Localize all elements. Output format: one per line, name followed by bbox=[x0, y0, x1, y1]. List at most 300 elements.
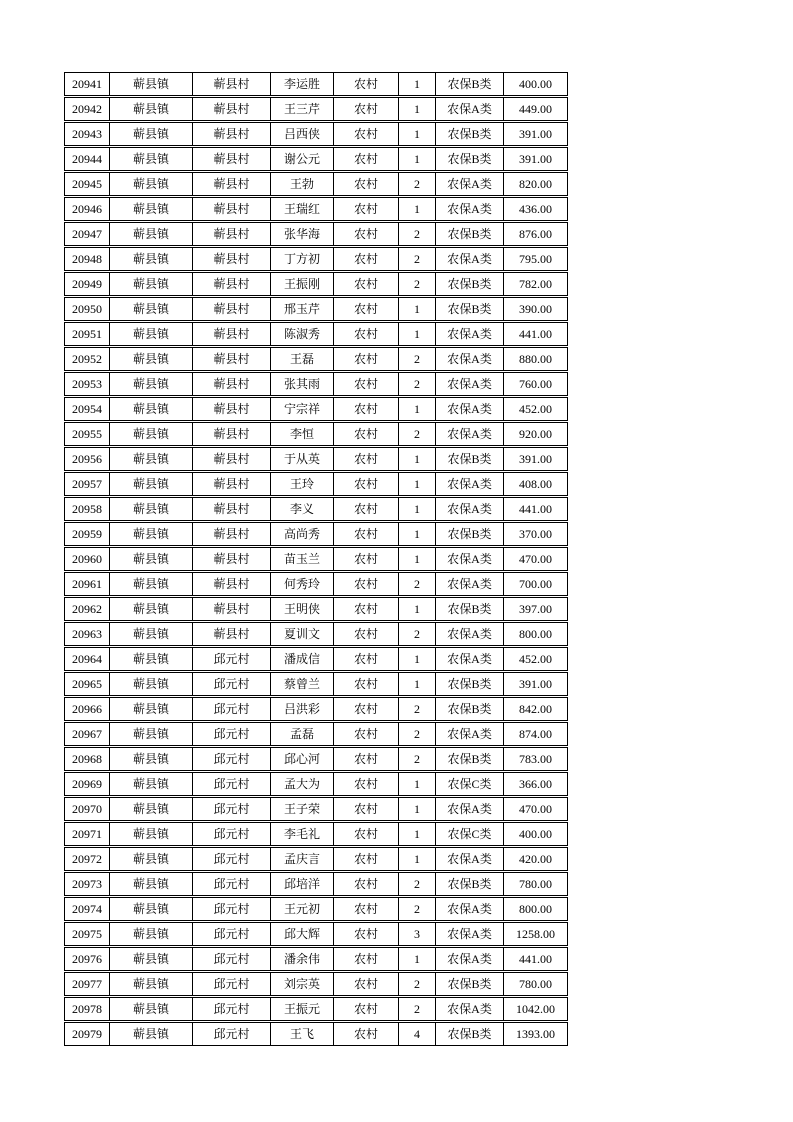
cell-amount: 783.00 bbox=[503, 747, 568, 771]
cell-household-type: 农村 bbox=[333, 297, 398, 321]
cell-household-type: 农村 bbox=[333, 997, 398, 1021]
table-row bbox=[64, 697, 568, 721]
cell-insurance-category: 农保B类 bbox=[435, 272, 503, 296]
cell-insurance-category: 农保B类 bbox=[435, 1022, 503, 1046]
cell-insurance-category: 农保B类 bbox=[435, 672, 503, 696]
cell-insurance-category: 农保B类 bbox=[435, 597, 503, 621]
cell-amount: 390.00 bbox=[503, 297, 568, 321]
table-row bbox=[64, 747, 568, 771]
cell-town: 蕲县镇 bbox=[109, 647, 192, 671]
cell-insurance-category: 农保A类 bbox=[435, 722, 503, 746]
cell-village: 邱元村 bbox=[192, 822, 270, 846]
cell-insurance-category: 农保B类 bbox=[435, 522, 503, 546]
cell-person-count: 2 bbox=[398, 722, 435, 746]
cell-person-name: 高尚秀 bbox=[270, 522, 333, 546]
cell-village: 蕲县村 bbox=[192, 347, 270, 371]
cell-person-name: 潘成信 bbox=[270, 647, 333, 671]
cell-insurance-category: 农保A类 bbox=[435, 172, 503, 196]
table-row bbox=[64, 772, 568, 796]
cell-serial-number: 20977 bbox=[64, 972, 109, 996]
cell-household-type: 农村 bbox=[333, 497, 398, 521]
cell-person-count: 2 bbox=[398, 872, 435, 896]
cell-insurance-category: 农保A类 bbox=[435, 97, 503, 121]
cell-person-count: 2 bbox=[398, 347, 435, 371]
cell-village: 蕲县村 bbox=[192, 72, 270, 96]
table-row bbox=[64, 722, 568, 746]
cell-serial-number: 20950 bbox=[64, 297, 109, 321]
cell-person-count: 1 bbox=[398, 522, 435, 546]
table-row bbox=[64, 297, 568, 321]
cell-town: 蕲县镇 bbox=[109, 397, 192, 421]
cell-serial-number: 20961 bbox=[64, 572, 109, 596]
cell-village: 蕲县村 bbox=[192, 247, 270, 271]
cell-town: 蕲县镇 bbox=[109, 622, 192, 646]
cell-serial-number: 20962 bbox=[64, 597, 109, 621]
cell-household-type: 农村 bbox=[333, 697, 398, 721]
table-row bbox=[64, 197, 568, 221]
cell-amount: 441.00 bbox=[503, 497, 568, 521]
cell-village: 邱元村 bbox=[192, 872, 270, 896]
cell-person-name: 邱大辉 bbox=[270, 922, 333, 946]
cell-person-name: 吕西侠 bbox=[270, 122, 333, 146]
cell-town: 蕲县镇 bbox=[109, 297, 192, 321]
cell-amount: 397.00 bbox=[503, 597, 568, 621]
cell-person-name: 张华海 bbox=[270, 222, 333, 246]
cell-household-type: 农村 bbox=[333, 897, 398, 921]
table-row bbox=[64, 522, 568, 546]
cell-town: 蕲县镇 bbox=[109, 547, 192, 571]
cell-person-name: 王玲 bbox=[270, 472, 333, 496]
cell-person-name: 王振元 bbox=[270, 997, 333, 1021]
table-row bbox=[64, 922, 568, 946]
table-row bbox=[64, 847, 568, 871]
cell-amount: 842.00 bbox=[503, 697, 568, 721]
cell-amount: 700.00 bbox=[503, 572, 568, 596]
cell-town: 蕲县镇 bbox=[109, 97, 192, 121]
cell-person-count: 1 bbox=[398, 147, 435, 171]
cell-amount: 1393.00 bbox=[503, 1022, 568, 1046]
cell-town: 蕲县镇 bbox=[109, 222, 192, 246]
cell-insurance-category: 农保A类 bbox=[435, 197, 503, 221]
cell-town: 蕲县镇 bbox=[109, 197, 192, 221]
cell-serial-number: 20959 bbox=[64, 522, 109, 546]
cell-serial-number: 20969 bbox=[64, 772, 109, 796]
cell-household-type: 农村 bbox=[333, 972, 398, 996]
cell-village: 蕲县村 bbox=[192, 597, 270, 621]
cell-amount: 391.00 bbox=[503, 122, 568, 146]
cell-serial-number: 20975 bbox=[64, 922, 109, 946]
cell-amount: 436.00 bbox=[503, 197, 568, 221]
table-row bbox=[64, 647, 568, 671]
cell-town: 蕲县镇 bbox=[109, 722, 192, 746]
cell-village: 蕲县村 bbox=[192, 472, 270, 496]
cell-amount: 408.00 bbox=[503, 472, 568, 496]
cell-household-type: 农村 bbox=[333, 572, 398, 596]
cell-amount: 391.00 bbox=[503, 447, 568, 471]
cell-village: 邱元村 bbox=[192, 972, 270, 996]
table-row bbox=[64, 472, 568, 496]
cell-village: 邱元村 bbox=[192, 722, 270, 746]
cell-person-count: 3 bbox=[398, 922, 435, 946]
cell-person-name: 何秀玲 bbox=[270, 572, 333, 596]
cell-person-name: 孟大为 bbox=[270, 772, 333, 796]
cell-village: 邱元村 bbox=[192, 922, 270, 946]
cell-person-name: 吕洪彩 bbox=[270, 697, 333, 721]
cell-household-type: 农村 bbox=[333, 322, 398, 346]
cell-village: 蕲县村 bbox=[192, 622, 270, 646]
cell-village: 邱元村 bbox=[192, 672, 270, 696]
cell-serial-number: 20946 bbox=[64, 197, 109, 221]
cell-amount: 400.00 bbox=[503, 72, 568, 96]
cell-person-name: 丁方初 bbox=[270, 247, 333, 271]
cell-person-count: 1 bbox=[398, 297, 435, 321]
cell-town: 蕲县镇 bbox=[109, 822, 192, 846]
cell-person-count: 2 bbox=[398, 747, 435, 771]
cell-person-name: 蔡曾兰 bbox=[270, 672, 333, 696]
cell-town: 蕲县镇 bbox=[109, 422, 192, 446]
table-row bbox=[64, 1022, 568, 1046]
cell-insurance-category: 农保B类 bbox=[435, 72, 503, 96]
cell-person-count: 1 bbox=[398, 97, 435, 121]
cell-serial-number: 20976 bbox=[64, 947, 109, 971]
cell-household-type: 农村 bbox=[333, 747, 398, 771]
cell-person-name: 邢玉芹 bbox=[270, 297, 333, 321]
table-row bbox=[64, 72, 568, 96]
cell-village: 蕲县村 bbox=[192, 197, 270, 221]
cell-village: 蕲县村 bbox=[192, 547, 270, 571]
cell-amount: 760.00 bbox=[503, 372, 568, 396]
cell-person-count: 1 bbox=[398, 672, 435, 696]
cell-person-count: 2 bbox=[398, 972, 435, 996]
cell-town: 蕲县镇 bbox=[109, 997, 192, 1021]
cell-insurance-category: 农保B类 bbox=[435, 972, 503, 996]
cell-person-name: 邱心河 bbox=[270, 747, 333, 771]
cell-person-count: 2 bbox=[398, 697, 435, 721]
cell-amount: 1042.00 bbox=[503, 997, 568, 1021]
cell-village: 邱元村 bbox=[192, 997, 270, 1021]
cell-amount: 449.00 bbox=[503, 97, 568, 121]
cell-serial-number: 20960 bbox=[64, 547, 109, 571]
cell-town: 蕲县镇 bbox=[109, 597, 192, 621]
table-row bbox=[64, 547, 568, 571]
cell-village: 蕲县村 bbox=[192, 322, 270, 346]
cell-serial-number: 20971 bbox=[64, 822, 109, 846]
table-row bbox=[64, 172, 568, 196]
cell-town: 蕲县镇 bbox=[109, 747, 192, 771]
cell-amount: 874.00 bbox=[503, 722, 568, 746]
cell-amount: 920.00 bbox=[503, 422, 568, 446]
cell-amount: 452.00 bbox=[503, 397, 568, 421]
table-row bbox=[64, 872, 568, 896]
table-row bbox=[64, 797, 568, 821]
cell-insurance-category: 农保B类 bbox=[435, 872, 503, 896]
table-row bbox=[64, 997, 568, 1021]
table-row bbox=[64, 322, 568, 346]
cell-village: 蕲县村 bbox=[192, 522, 270, 546]
cell-village: 蕲县村 bbox=[192, 447, 270, 471]
table-row bbox=[64, 622, 568, 646]
cell-village: 蕲县村 bbox=[192, 272, 270, 296]
cell-person-count: 2 bbox=[398, 272, 435, 296]
cell-serial-number: 20958 bbox=[64, 497, 109, 521]
cell-person-count: 2 bbox=[398, 372, 435, 396]
cell-person-name: 苗玉兰 bbox=[270, 547, 333, 571]
cell-insurance-category: 农保B类 bbox=[435, 222, 503, 246]
cell-town: 蕲县镇 bbox=[109, 122, 192, 146]
cell-amount: 391.00 bbox=[503, 147, 568, 171]
cell-village: 蕲县村 bbox=[192, 297, 270, 321]
cell-town: 蕲县镇 bbox=[109, 272, 192, 296]
table-row bbox=[64, 397, 568, 421]
cell-person-name: 李恒 bbox=[270, 422, 333, 446]
cell-insurance-category: 农保A类 bbox=[435, 547, 503, 571]
cell-household-type: 农村 bbox=[333, 122, 398, 146]
cell-town: 蕲县镇 bbox=[109, 697, 192, 721]
cell-person-name: 李运胜 bbox=[270, 72, 333, 96]
cell-amount: 391.00 bbox=[503, 672, 568, 696]
cell-household-type: 农村 bbox=[333, 222, 398, 246]
cell-person-name: 于从英 bbox=[270, 447, 333, 471]
cell-person-name: 王三芹 bbox=[270, 97, 333, 121]
cell-person-count: 2 bbox=[398, 172, 435, 196]
cell-household-type: 农村 bbox=[333, 97, 398, 121]
table-row bbox=[64, 597, 568, 621]
cell-town: 蕲县镇 bbox=[109, 897, 192, 921]
cell-person-count: 1 bbox=[398, 72, 435, 96]
cell-village: 蕲县村 bbox=[192, 397, 270, 421]
cell-town: 蕲县镇 bbox=[109, 972, 192, 996]
cell-amount: 880.00 bbox=[503, 347, 568, 371]
cell-person-count: 2 bbox=[398, 997, 435, 1021]
cell-village: 蕲县村 bbox=[192, 497, 270, 521]
cell-town: 蕲县镇 bbox=[109, 797, 192, 821]
cell-serial-number: 20968 bbox=[64, 747, 109, 771]
cell-serial-number: 20954 bbox=[64, 397, 109, 421]
cell-household-type: 农村 bbox=[333, 347, 398, 371]
table-row bbox=[64, 422, 568, 446]
cell-insurance-category: 农保A类 bbox=[435, 947, 503, 971]
cell-insurance-category: 农保A类 bbox=[435, 422, 503, 446]
cell-household-type: 农村 bbox=[333, 147, 398, 171]
cell-household-type: 农村 bbox=[333, 822, 398, 846]
cell-insurance-category: 农保B类 bbox=[435, 147, 503, 171]
table-body bbox=[64, 72, 568, 1046]
cell-town: 蕲县镇 bbox=[109, 72, 192, 96]
cell-person-name: 王明侠 bbox=[270, 597, 333, 621]
cell-household-type: 农村 bbox=[333, 522, 398, 546]
cell-village: 邱元村 bbox=[192, 697, 270, 721]
cell-serial-number: 20973 bbox=[64, 872, 109, 896]
cell-insurance-category: 农保C类 bbox=[435, 822, 503, 846]
cell-village: 邱元村 bbox=[192, 797, 270, 821]
cell-person-name: 潘余伟 bbox=[270, 947, 333, 971]
cell-person-name: 王飞 bbox=[270, 1022, 333, 1046]
cell-town: 蕲县镇 bbox=[109, 772, 192, 796]
cell-amount: 441.00 bbox=[503, 322, 568, 346]
cell-person-name: 王元初 bbox=[270, 897, 333, 921]
cell-amount: 800.00 bbox=[503, 622, 568, 646]
cell-town: 蕲县镇 bbox=[109, 472, 192, 496]
cell-household-type: 农村 bbox=[333, 447, 398, 471]
cell-serial-number: 20956 bbox=[64, 447, 109, 471]
cell-serial-number: 20970 bbox=[64, 797, 109, 821]
cell-amount: 876.00 bbox=[503, 222, 568, 246]
cell-town: 蕲县镇 bbox=[109, 247, 192, 271]
cell-serial-number: 20941 bbox=[64, 72, 109, 96]
cell-household-type: 农村 bbox=[333, 247, 398, 271]
cell-serial-number: 20963 bbox=[64, 622, 109, 646]
cell-person-name: 刘宗英 bbox=[270, 972, 333, 996]
cell-person-count: 1 bbox=[398, 797, 435, 821]
cell-household-type: 农村 bbox=[333, 422, 398, 446]
cell-amount: 441.00 bbox=[503, 947, 568, 971]
cell-insurance-category: 农保A类 bbox=[435, 472, 503, 496]
cell-amount: 795.00 bbox=[503, 247, 568, 271]
cell-person-name: 王勃 bbox=[270, 172, 333, 196]
cell-person-count: 1 bbox=[398, 822, 435, 846]
table-row bbox=[64, 272, 568, 296]
cell-person-count: 1 bbox=[398, 197, 435, 221]
cell-village: 蕲县村 bbox=[192, 97, 270, 121]
cell-amount: 800.00 bbox=[503, 897, 568, 921]
cell-person-count: 1 bbox=[398, 847, 435, 871]
table-row bbox=[64, 222, 568, 246]
cell-person-count: 2 bbox=[398, 422, 435, 446]
cell-serial-number: 20978 bbox=[64, 997, 109, 1021]
cell-serial-number: 20947 bbox=[64, 222, 109, 246]
cell-serial-number: 20945 bbox=[64, 172, 109, 196]
cell-village: 蕲县村 bbox=[192, 222, 270, 246]
cell-amount: 370.00 bbox=[503, 522, 568, 546]
cell-insurance-category: 农保C类 bbox=[435, 772, 503, 796]
cell-household-type: 农村 bbox=[333, 372, 398, 396]
cell-person-count: 1 bbox=[398, 547, 435, 571]
cell-insurance-category: 农保B类 bbox=[435, 697, 503, 721]
cell-person-name: 陈淑秀 bbox=[270, 322, 333, 346]
cell-insurance-category: 农保A类 bbox=[435, 372, 503, 396]
cell-town: 蕲县镇 bbox=[109, 522, 192, 546]
cell-insurance-category: 农保B类 bbox=[435, 747, 503, 771]
cell-household-type: 农村 bbox=[333, 622, 398, 646]
cell-person-name: 王子荣 bbox=[270, 797, 333, 821]
cell-town: 蕲县镇 bbox=[109, 322, 192, 346]
cell-serial-number: 20972 bbox=[64, 847, 109, 871]
cell-village: 邱元村 bbox=[192, 1022, 270, 1046]
cell-household-type: 农村 bbox=[333, 947, 398, 971]
cell-household-type: 农村 bbox=[333, 772, 398, 796]
table-row bbox=[64, 822, 568, 846]
table-row bbox=[64, 247, 568, 271]
cell-household-type: 农村 bbox=[333, 172, 398, 196]
cell-household-type: 农村 bbox=[333, 672, 398, 696]
cell-village: 蕲县村 bbox=[192, 147, 270, 171]
cell-person-count: 2 bbox=[398, 222, 435, 246]
table-row bbox=[64, 447, 568, 471]
cell-person-count: 1 bbox=[398, 447, 435, 471]
cell-amount: 470.00 bbox=[503, 797, 568, 821]
cell-amount: 780.00 bbox=[503, 872, 568, 896]
cell-village: 邱元村 bbox=[192, 747, 270, 771]
table-row bbox=[64, 972, 568, 996]
cell-person-count: 2 bbox=[398, 247, 435, 271]
cell-household-type: 农村 bbox=[333, 472, 398, 496]
cell-village: 邱元村 bbox=[192, 847, 270, 871]
cell-insurance-category: 农保A类 bbox=[435, 572, 503, 596]
cell-household-type: 农村 bbox=[333, 597, 398, 621]
cell-amount: 400.00 bbox=[503, 822, 568, 846]
cell-amount: 470.00 bbox=[503, 547, 568, 571]
cell-insurance-category: 农保A类 bbox=[435, 247, 503, 271]
cell-insurance-category: 农保A类 bbox=[435, 347, 503, 371]
cell-town: 蕲县镇 bbox=[109, 872, 192, 896]
cell-village: 邱元村 bbox=[192, 647, 270, 671]
cell-town: 蕲县镇 bbox=[109, 497, 192, 521]
cell-serial-number: 20965 bbox=[64, 672, 109, 696]
cell-household-type: 农村 bbox=[333, 797, 398, 821]
cell-person-count: 2 bbox=[398, 572, 435, 596]
cell-person-name: 谢公元 bbox=[270, 147, 333, 171]
cell-serial-number: 20949 bbox=[64, 272, 109, 296]
cell-insurance-category: 农保A类 bbox=[435, 847, 503, 871]
cell-insurance-category: 农保B类 bbox=[435, 122, 503, 146]
table-row bbox=[64, 147, 568, 171]
cell-village: 蕲县村 bbox=[192, 372, 270, 396]
cell-amount: 420.00 bbox=[503, 847, 568, 871]
cell-person-name: 王振刚 bbox=[270, 272, 333, 296]
cell-town: 蕲县镇 bbox=[109, 1022, 192, 1046]
cell-town: 蕲县镇 bbox=[109, 172, 192, 196]
cell-amount: 366.00 bbox=[503, 772, 568, 796]
cell-person-name: 王磊 bbox=[270, 347, 333, 371]
cell-person-name: 王瑞红 bbox=[270, 197, 333, 221]
cell-household-type: 农村 bbox=[333, 647, 398, 671]
cell-person-count: 1 bbox=[398, 597, 435, 621]
cell-household-type: 农村 bbox=[333, 872, 398, 896]
table-row bbox=[64, 672, 568, 696]
cell-town: 蕲县镇 bbox=[109, 372, 192, 396]
cell-amount: 452.00 bbox=[503, 647, 568, 671]
cell-village: 蕲县村 bbox=[192, 572, 270, 596]
cell-village: 蕲县村 bbox=[192, 172, 270, 196]
table-row bbox=[64, 497, 568, 521]
cell-insurance-category: 农保A类 bbox=[435, 997, 503, 1021]
cell-person-count: 1 bbox=[398, 947, 435, 971]
cell-household-type: 农村 bbox=[333, 722, 398, 746]
cell-serial-number: 20951 bbox=[64, 322, 109, 346]
cell-person-count: 2 bbox=[398, 622, 435, 646]
cell-person-count: 1 bbox=[398, 497, 435, 521]
cell-village: 蕲县村 bbox=[192, 122, 270, 146]
cell-household-type: 农村 bbox=[333, 847, 398, 871]
cell-insurance-category: 农保A类 bbox=[435, 397, 503, 421]
cell-town: 蕲县镇 bbox=[109, 922, 192, 946]
cell-serial-number: 20964 bbox=[64, 647, 109, 671]
cell-person-name: 夏训文 bbox=[270, 622, 333, 646]
cell-insurance-category: 农保A类 bbox=[435, 922, 503, 946]
cell-household-type: 农村 bbox=[333, 197, 398, 221]
cell-insurance-category: 农保A类 bbox=[435, 797, 503, 821]
cell-household-type: 农村 bbox=[333, 1022, 398, 1046]
cell-serial-number: 20955 bbox=[64, 422, 109, 446]
cell-amount: 820.00 bbox=[503, 172, 568, 196]
cell-person-count: 1 bbox=[398, 322, 435, 346]
cell-person-count: 2 bbox=[398, 897, 435, 921]
cell-person-name: 李义 bbox=[270, 497, 333, 521]
table-row bbox=[64, 572, 568, 596]
cell-insurance-category: 农保B类 bbox=[435, 447, 503, 471]
cell-household-type: 农村 bbox=[333, 397, 398, 421]
cell-person-count: 1 bbox=[398, 397, 435, 421]
